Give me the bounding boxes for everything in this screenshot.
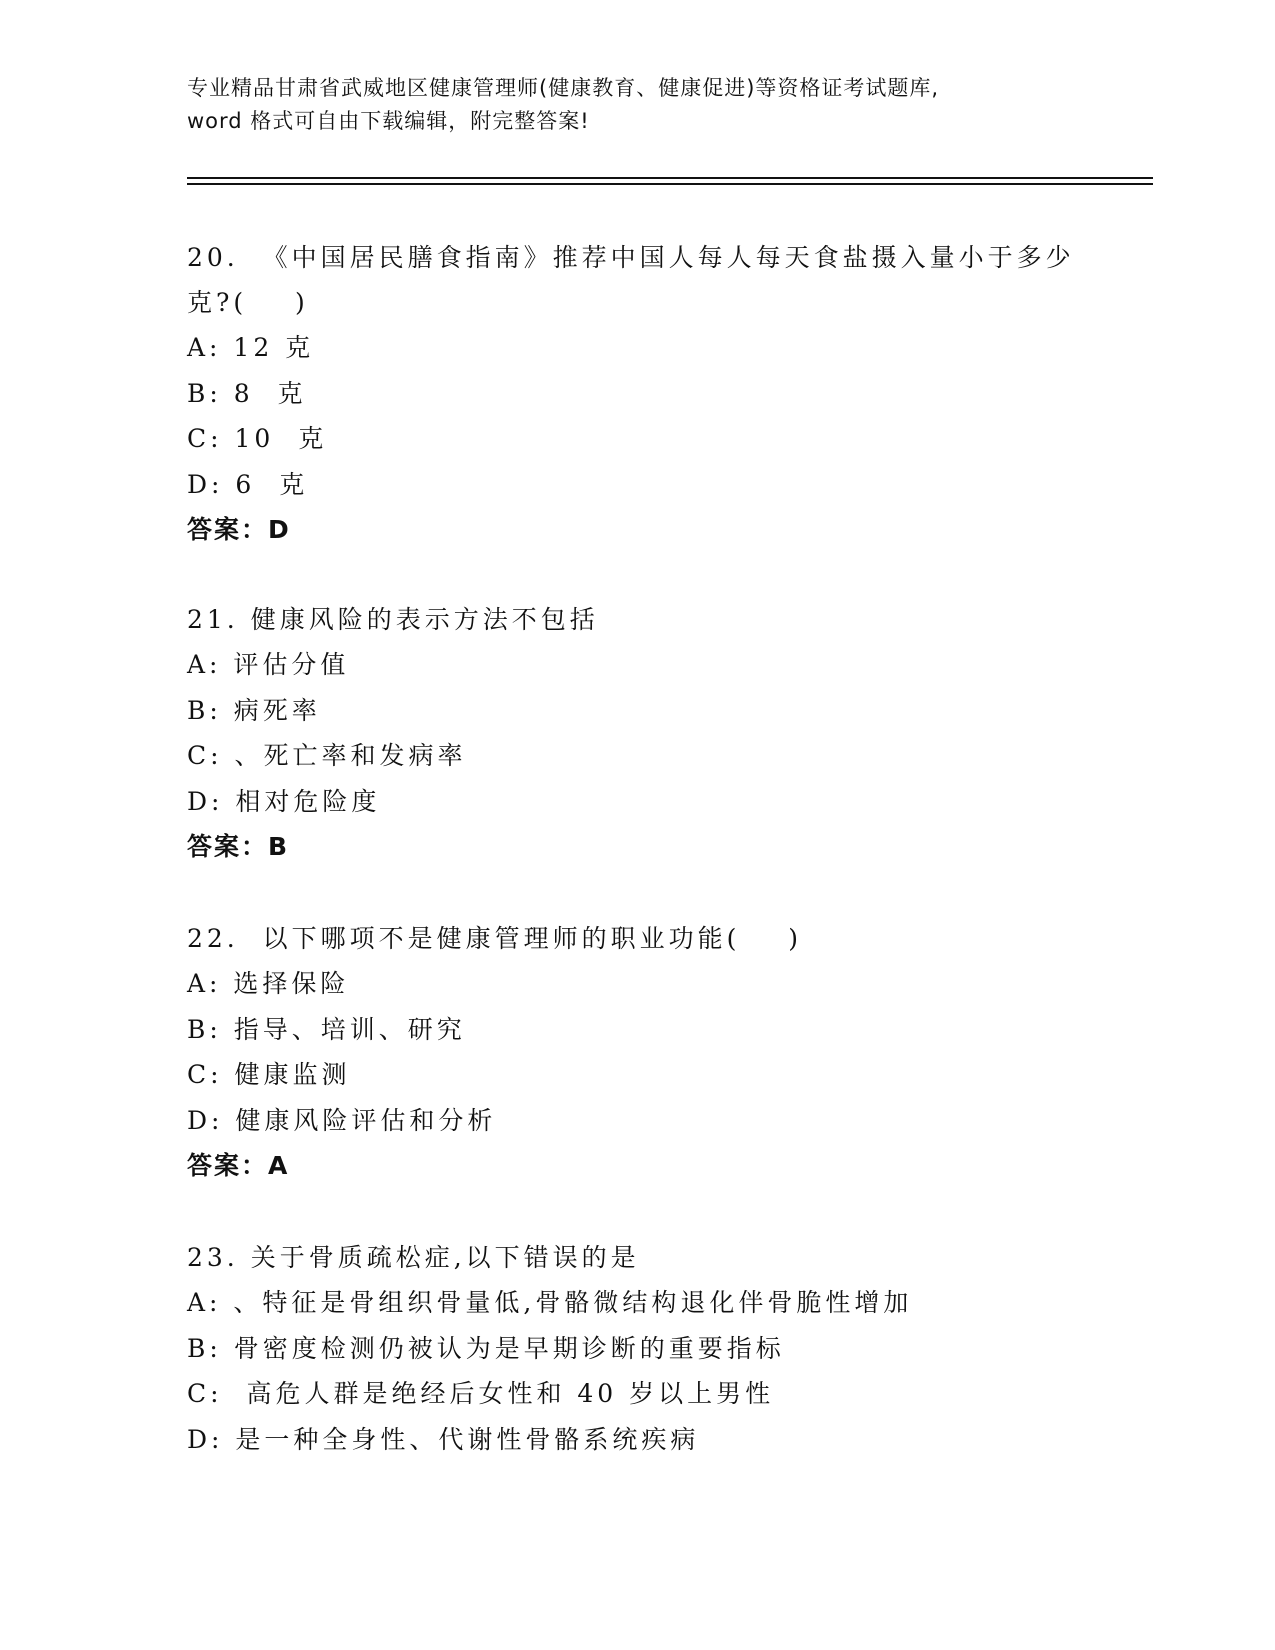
question-20 xyxy=(187,235,1087,552)
option-a: A: 、特征是骨组织骨量低,骨骼微结构退化伴骨脆性增加 xyxy=(187,1288,913,1317)
option-a: A: 12 克 xyxy=(187,333,315,362)
answer: 答案：A xyxy=(187,1151,290,1180)
option-b: B: 8 克 xyxy=(187,378,307,408)
question-stem: 克?( ) xyxy=(187,288,309,317)
option-a: A: 评估分值 xyxy=(187,650,350,679)
header-line-2: word 格式可自由下载编辑，附完整答案! xyxy=(187,109,590,133)
option-a: A: 选择保险 xyxy=(187,969,350,998)
question-21 xyxy=(187,597,1087,869)
question-stem: 21. 健康风险的表示方法不包括 xyxy=(187,605,599,634)
question-stem: 23. 关于骨质疏松症,以下错误的是 xyxy=(187,1243,640,1272)
question-22 xyxy=(187,916,1087,1188)
header-rule-top xyxy=(187,177,1153,179)
answer: 答案：D xyxy=(187,515,291,544)
option-d: D: 6 克 xyxy=(187,469,309,499)
question-stem: 20. 《中国居民膳食指南》推荐中国人每人每天食盐摄入量小于多少 xyxy=(187,243,1075,272)
document-header xyxy=(187,72,1087,138)
header-line-1: 专业精品甘肃省武威地区健康管理师(健康教育、健康促进)等资格证考试题库, xyxy=(187,76,940,100)
option-c: C: 高危人群是绝经后女性和 40 岁以上男性 xyxy=(187,1379,775,1408)
option-d: D: 是一种全身性、代谢性骨骼系统疾病 xyxy=(187,1424,700,1454)
header-rule-bottom xyxy=(187,183,1153,185)
option-c: C: 、死亡率和发病率 xyxy=(187,741,467,770)
option-b: B: 指导、培训、研究 xyxy=(187,1014,466,1044)
option-c: C: 健康监测 xyxy=(187,1060,351,1089)
option-b: B: 病死率 xyxy=(187,695,321,725)
question-stem: 22. 以下哪项不是健康管理师的职业功能( ) xyxy=(187,924,802,953)
answer: 答案：B xyxy=(187,832,290,861)
option-d: D: 相对危险度 xyxy=(187,786,381,816)
option-b: B: 骨密度检测仍被认为是早期诊断的重要指标 xyxy=(187,1333,785,1363)
option-d: D: 健康风险评估和分析 xyxy=(187,1105,497,1135)
question-23 xyxy=(187,1235,1087,1462)
option-c: C: 10 克 xyxy=(187,424,328,453)
